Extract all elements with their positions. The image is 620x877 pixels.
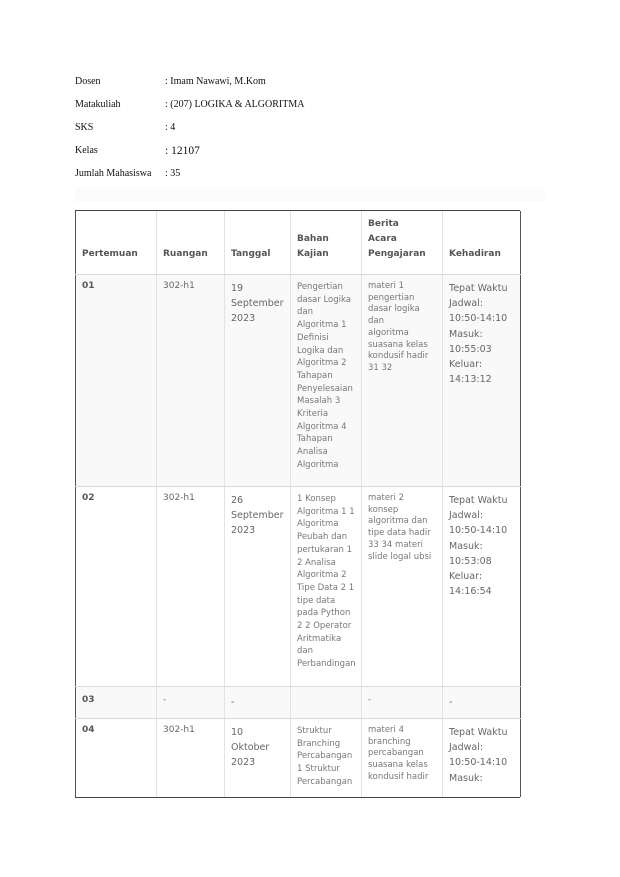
cell-ruangan: 302-h1: [157, 487, 225, 687]
cell-berita-acara: materi 2 konsep algoritma dan tipe data hadir 33 34 materi slide logal ubsi: [362, 487, 443, 687]
cell-pertemuan: 02: [76, 487, 157, 687]
cell-ruangan: 302-h1: [157, 719, 225, 797]
cell-kehadiran: Tepat Waktu Jadwal: 10:50-14:10 Masuk: 10:55:03 Keluar: 14:13:12: [443, 275, 521, 487]
header-tanggal: Tanggal: [225, 211, 291, 275]
cell-kehadiran: Tepat Waktu Jadwal: 10:50-14:10 Masuk: 10:53:08 Keluar: 14:16:54: [443, 487, 521, 687]
attendance-table-wrapper: [75, 210, 520, 798]
header-kehadiran: Kehadiran: [443, 211, 521, 275]
header-pertemuan: Pertemuan: [76, 211, 157, 275]
cell-tanggal: 26 September 2023: [225, 487, 291, 687]
header-ruangan: Ruangan: [157, 211, 225, 275]
cell-bahan-kajian: [291, 687, 362, 719]
cell-bahan-kajian: 1 Konsep Algoritma 1 1 Algoritma Peubah dan pertukaran 1 2 Analisa Algoritma 2 Tipe Data 2 1 tipe data pada Python 2 2 Operator Aritmatika dan Perbandingan: [291, 487, 362, 687]
cell-kehadiran: -: [443, 687, 521, 719]
jumlah-mahasiswa-label: Jumlah Mahasiswa: [75, 168, 152, 179]
table-header-row: [76, 211, 521, 275]
attendance-table: [75, 211, 521, 797]
cell-berita-acara: materi 1 pengertian dasar logika dan algoritma suasana kelas kondusif hadir 31 32: [362, 275, 443, 487]
table-row: [76, 719, 521, 797]
kelas-value: : 12107: [165, 145, 200, 157]
matakuliah-label: Matakuliah: [75, 99, 121, 110]
cell-ruangan: 302-h1: [157, 275, 225, 487]
table-row: [76, 687, 521, 719]
cell-ruangan: -: [157, 687, 225, 719]
sks-value: : 4: [165, 122, 176, 133]
header-bahan-kajian: Bahan Kajian: [291, 211, 362, 275]
sks-label: SKS: [75, 122, 94, 133]
cell-berita-acara: -: [362, 687, 443, 719]
cell-tanggal: 19 September 2023: [225, 275, 291, 487]
cell-kehadiran: Tepat Waktu Jadwal: 10:50-14:10 Masuk:: [443, 719, 521, 797]
cell-pertemuan: 01: [76, 275, 157, 487]
cell-bahan-kajian: Struktur Branching Percabangan 1 Struktur Percabangan: [291, 719, 362, 797]
jumlah-mahasiswa-value: : 35: [165, 168, 181, 179]
dosen-value: : Imam Nawawi, M.Kom: [165, 76, 266, 87]
header-berita-acara: Berita Acara Pengajaran: [362, 211, 443, 275]
cell-tanggal: -: [225, 687, 291, 719]
table-row: [76, 275, 521, 487]
table-row: [76, 487, 521, 687]
cell-berita-acara: materi 4 branching percabangan suasana kelas kondusif hadir: [362, 719, 443, 797]
divider-bar: [75, 188, 545, 202]
kelas-label: Kelas: [75, 145, 98, 156]
dosen-label: Dosen: [75, 76, 101, 87]
cell-pertemuan: 03: [76, 687, 157, 719]
cell-tanggal: 10 Oktober 2023: [225, 719, 291, 797]
cell-bahan-kajian: Pengertian dasar Logika dan Algoritma 1 Definisi Logika dan Algoritma 2 Tahapan Penyelesaian Masalah 3 Kriteria Algoritma 4 Tahapan Analisa Algoritma: [291, 275, 362, 487]
matakuliah-value: : (207) LOGIKA & ALGORITMA: [165, 99, 305, 110]
cell-pertemuan: 04: [76, 719, 157, 797]
